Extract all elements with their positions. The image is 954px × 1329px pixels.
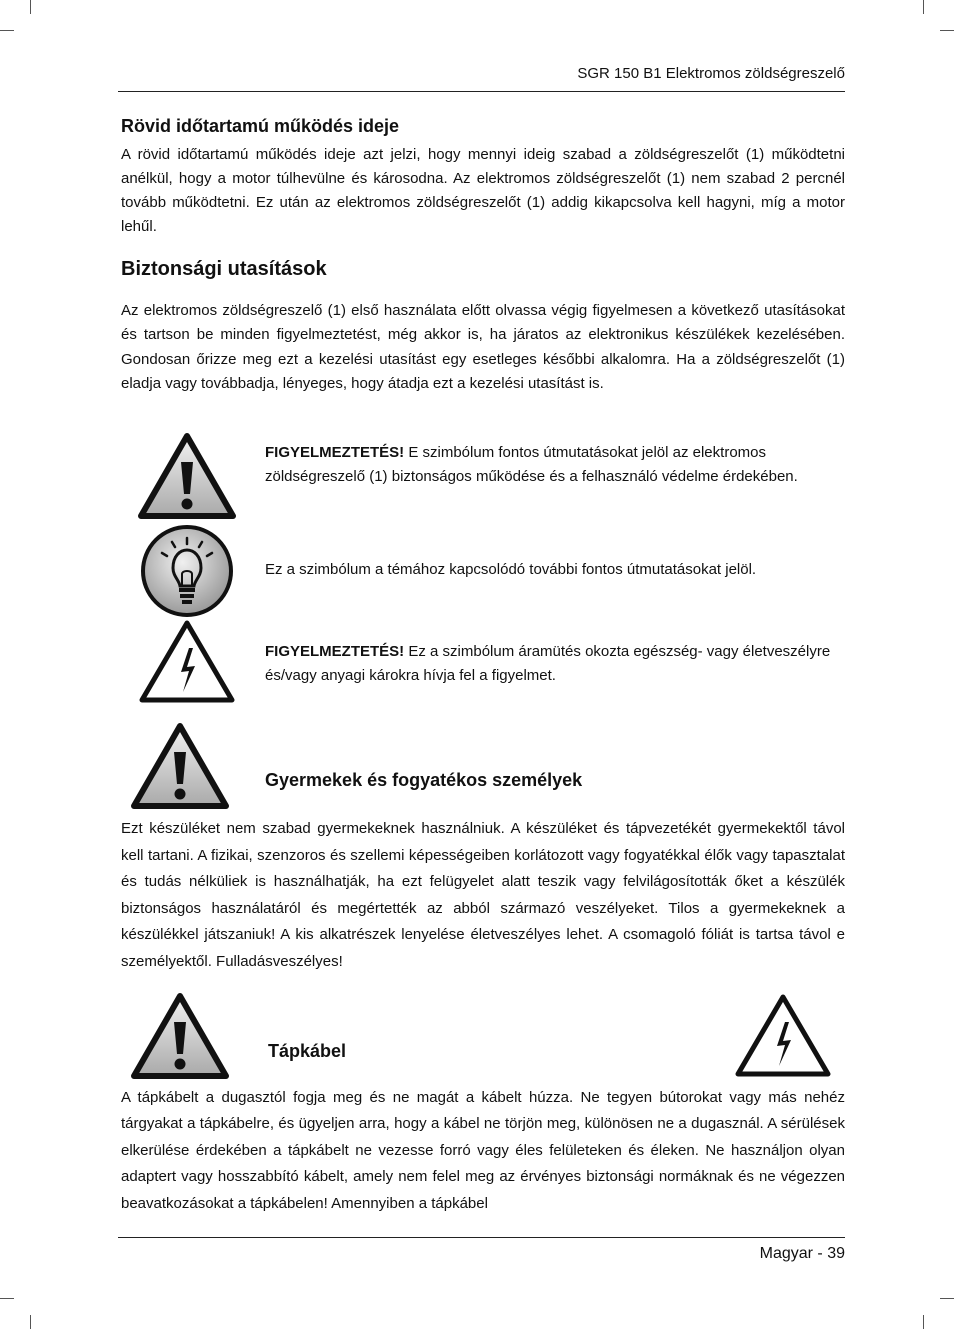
crop-mark (0, 30, 14, 31)
page-number: Magyar - 39 (759, 1245, 845, 1262)
electric-note-label: FIGYELMEZTETÉS! (265, 643, 405, 660)
section-heading-children: Gyermekek és fogyatékos személyek (265, 770, 583, 790)
crop-mark (940, 1298, 954, 1299)
section-body-short-time: A rövid időtartamú működés ideje azt jelzi, hogy mennyi ideig szabad a zöldségreszelőt (1) működtetni anélkül, hogy a motor túlhevülne és károsodna. Az elektromos zöldségreszelőt (1) nem szabad 2 percnél tovább működtetni. Ez után az elektromos zöldségreszelőt (1) addig kikapcsolva kell hagyni, míg a motor lehűl. (121, 146, 845, 235)
electric-shock-icon (137, 618, 237, 704)
crop-mark (30, 0, 31, 14)
warning-note-text: E szimbólum fontos útmutatásokat jelöl az elektromos zöldségreszelő (1) biztonságos működése és a felhasználó védelme érdekében. (265, 444, 798, 485)
crop-mark (30, 1315, 31, 1329)
section-body-safety: Az elektromos zöldségreszelő (1) első használata előtt olvassa végig figyelmesen a következő utasításokat és tartson be minden figyelmeztetést, még akkor is, ha járatos az elektronikus készülékek kezelésében. Gondosan őrizze meg ezt a kezelési utasítást egy esetleges későbbi alkalomra. Ha a zöldségreszelőt (1) eladja vagy továbbadja, lényeges, hogy átadja ezt a kezelési utasítást is. (121, 302, 845, 392)
crop-mark (0, 1298, 14, 1299)
header-rule (118, 91, 845, 92)
section-body-cable: A tápkábelt a dugasztól fogja meg és ne magát a kábelt húzza. Ne tegyen bútorokat vagy más nehéz tárgyakat a tápkábelre, és ügyeljen arra, hogy a kábel ne törjön meg, különösen ne a dugasznál. A sérülések elkerülése érdekében a tápkábelt ne vezesse forró vagy éles felületeken és éleken. Ne használjon olyan adaptert vagy hosszabbító kábelt, amely nem felel meg az érvényes biztonsági normáknak és ne végezzen beavatkozásokat a tápkábelen! Amennyiben a tápkábel (121, 1089, 845, 1212)
warning-triangle-icon (137, 432, 237, 520)
warning-note-label: FIGYELMEZTETÉS! (265, 444, 405, 461)
section-body-children: Ezt készüléket nem szabad gyermekeknek használniuk. A készüléket és tápvezetékét gyermekektől távol kell tartani. A fizikai, szenzoros és szellemi képességeiben korlátozott vagy fogyatékkal élők vagy tapasztalat és tudás nélküliek is használhatják, ha ezt felügyelet alatt teszik vagy felvilágosították őket a készülék biztonságos használatáról és megértették az abból származó veszélyeket. Tilos a gyermekeknek a készülékkel játszaniuk! A kis alkatrészek lenyelése életveszélyes lehet. A csomagoló fóliát is tartsa távol e személyektől. Fulladásveszélyes! (121, 820, 845, 970)
tip-note: Ez a szimbólum a témához kapcsolódó további fontos útmutatásokat jelöl. (265, 561, 757, 578)
warning-note (265, 441, 835, 489)
electric-note (265, 640, 835, 688)
crop-mark (923, 0, 924, 14)
warning-triangle-icon (130, 722, 230, 810)
section-heading-short-time: Rövid időtartamú működés ideje (121, 116, 400, 136)
crop-mark (923, 1315, 924, 1329)
footer-rule (118, 1237, 845, 1238)
electric-note-text: Ez a szimbólum áramütés okozta egészség- vagy életveszélyre és/vagy anyagi károkra hívja fel a figyelmet. (265, 643, 831, 684)
section-heading-cable: Tápkábel (268, 1041, 347, 1061)
crop-mark (940, 30, 954, 31)
page-header-title: SGR 150 B1 Elektromos zöldségreszelő (577, 65, 845, 82)
lightbulb-icon (138, 524, 236, 618)
electric-shock-icon (733, 992, 833, 1078)
warning-triangle-icon (130, 992, 230, 1080)
section-heading-safety: Biztonsági utasítások (121, 258, 327, 280)
